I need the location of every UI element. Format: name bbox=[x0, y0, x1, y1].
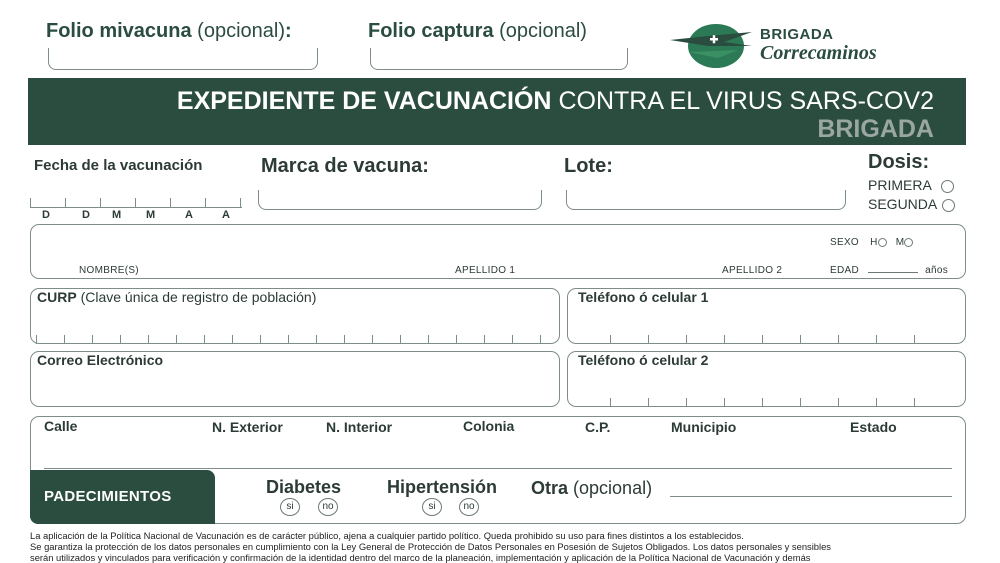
sexo-group bbox=[830, 237, 913, 248]
lote-label: Lote: bbox=[564, 155, 613, 177]
footer-legal bbox=[30, 530, 975, 563]
apellido2-label: APELLIDO 2 bbox=[722, 265, 783, 276]
curp-label: CURP bbox=[37, 289, 77, 305]
tel1-label: Teléfono ó celular 1 bbox=[578, 289, 709, 305]
brigada-logo bbox=[668, 20, 908, 72]
address-field-line[interactable] bbox=[44, 468, 952, 469]
logo-brigada-text: BRIGADA bbox=[760, 26, 834, 43]
dosis-segunda-option[interactable] bbox=[868, 196, 955, 212]
estado-label: Estado bbox=[850, 419, 897, 435]
otra-group bbox=[531, 478, 652, 499]
hipertension-si-option[interactable]: si bbox=[422, 498, 442, 516]
date-letter-a1: A bbox=[185, 209, 194, 221]
date-letter-m2: M bbox=[146, 209, 156, 221]
banner-title-light: CONTRA EL VIRUS SARS-COV2 bbox=[558, 87, 934, 115]
diabetes-no-option[interactable]: no bbox=[318, 498, 338, 516]
date-letter-m1: M bbox=[112, 209, 122, 221]
date-letter-d1: D bbox=[42, 209, 51, 221]
otra-label: Otra bbox=[531, 478, 569, 498]
edad-label: EDAD bbox=[830, 265, 859, 276]
date-letter-d2: D bbox=[82, 209, 91, 221]
sexo-h-label: H bbox=[870, 237, 878, 248]
edad-group bbox=[830, 265, 948, 276]
tel1-ticks bbox=[572, 334, 962, 344]
otra-field[interactable] bbox=[670, 496, 952, 497]
curp-desc: (Clave única de registro de población) bbox=[80, 289, 317, 305]
marca-label: Marca de vacuna: bbox=[261, 155, 429, 177]
logo-correcaminos-text: Correcaminos bbox=[760, 42, 877, 64]
title-banner bbox=[28, 78, 966, 145]
dosis-primera-radio[interactable] bbox=[941, 180, 954, 193]
dosis-label: Dosis: bbox=[868, 151, 930, 173]
tel2-label: Teléfono ó celular 2 bbox=[578, 352, 709, 368]
calle-label: Calle bbox=[44, 418, 78, 434]
banner-title bbox=[177, 87, 934, 116]
hipertension-no-option[interactable]: no bbox=[459, 498, 479, 516]
folio-captura-label bbox=[368, 20, 587, 43]
padecimientos-title: PADECIMIENTOS bbox=[44, 488, 172, 505]
dosis-primera-label: PRIMERA bbox=[868, 177, 932, 193]
apellido1-label: APELLIDO 1 bbox=[455, 265, 516, 276]
banner-title-bold: EXPEDIENTE DE VACUNACIÓN bbox=[176, 87, 552, 115]
folio-mivacuna-text: Folio mivacuna bbox=[46, 20, 192, 42]
n-exterior-label: N. Exterior bbox=[212, 419, 283, 435]
diabetes-si-option[interactable]: si bbox=[280, 498, 300, 516]
dosis-segunda-label: SEGUNDA bbox=[868, 196, 937, 212]
cp-label: C.P. bbox=[585, 419, 611, 435]
edad-field[interactable] bbox=[868, 272, 918, 273]
diabetes-label: Diabetes bbox=[266, 477, 342, 497]
hipertension-label: Hipertensión bbox=[387, 477, 498, 497]
colonia-label: Colonia bbox=[463, 418, 515, 434]
fecha-label: Fecha de la vacunación bbox=[34, 157, 203, 174]
banner-subtitle: BRIGADA bbox=[817, 115, 934, 143]
folio-captura-field[interactable] bbox=[370, 48, 628, 70]
otra-optional: (opcional) bbox=[573, 478, 653, 498]
date-letter-a2: A bbox=[222, 209, 231, 221]
folio-mivacuna-field[interactable] bbox=[48, 48, 318, 70]
correo-label: Correo Electrónico bbox=[37, 352, 164, 368]
padecimientos-tab bbox=[30, 470, 215, 524]
fecha-field[interactable] bbox=[30, 198, 242, 208]
curp-label-group bbox=[37, 289, 316, 305]
footer-line-1: La aplicación de la Política Nacional de Vacunación es de carácter público, ajena a cualquier partido político. Queda prohibido su uso para fines distintos a los establecidos. bbox=[30, 530, 744, 541]
tel2-ticks bbox=[572, 397, 962, 407]
roadrunner-logo-icon bbox=[668, 20, 754, 72]
n-interior-label: N. Interior bbox=[326, 419, 393, 435]
folio-captura-optional: (opcional) bbox=[499, 20, 587, 42]
edad-suffix: años bbox=[925, 265, 949, 276]
curp-ticks bbox=[36, 334, 554, 344]
lote-field[interactable] bbox=[566, 190, 846, 210]
sexo-h-radio[interactable] bbox=[878, 238, 887, 247]
nombres-label: NOMBRE(S) bbox=[79, 265, 139, 276]
sexo-label: SEXO bbox=[830, 237, 859, 248]
folio-mivacuna-colon: : bbox=[284, 20, 292, 42]
municipio-label: Municipio bbox=[671, 419, 737, 435]
footer-line-2: Se garantiza la protección de los datos personales en cumplimiento con la Ley General de Protección de Datos Personales en Posesión de Sujetos Obligados. Los datos personales y sensibles bbox=[30, 541, 831, 553]
folio-mivacuna-optional: (opcional) bbox=[197, 20, 285, 42]
sexo-m-label: M bbox=[895, 237, 905, 248]
dosis-segunda-radio[interactable] bbox=[942, 199, 955, 212]
dosis-primera-option[interactable] bbox=[868, 177, 954, 193]
folio-captura-text: Folio captura bbox=[368, 20, 494, 42]
footer-line-3: serán utilizados y vinculados para verificación y confirmación de la identidad dentro del marco de la planeación, implementación y aplicación de la Política Nacional de Vacunación y demás bbox=[30, 552, 811, 563]
folio-mivacuna-label bbox=[46, 20, 292, 43]
sexo-m-radio[interactable] bbox=[904, 238, 913, 247]
marca-field[interactable] bbox=[258, 190, 542, 210]
